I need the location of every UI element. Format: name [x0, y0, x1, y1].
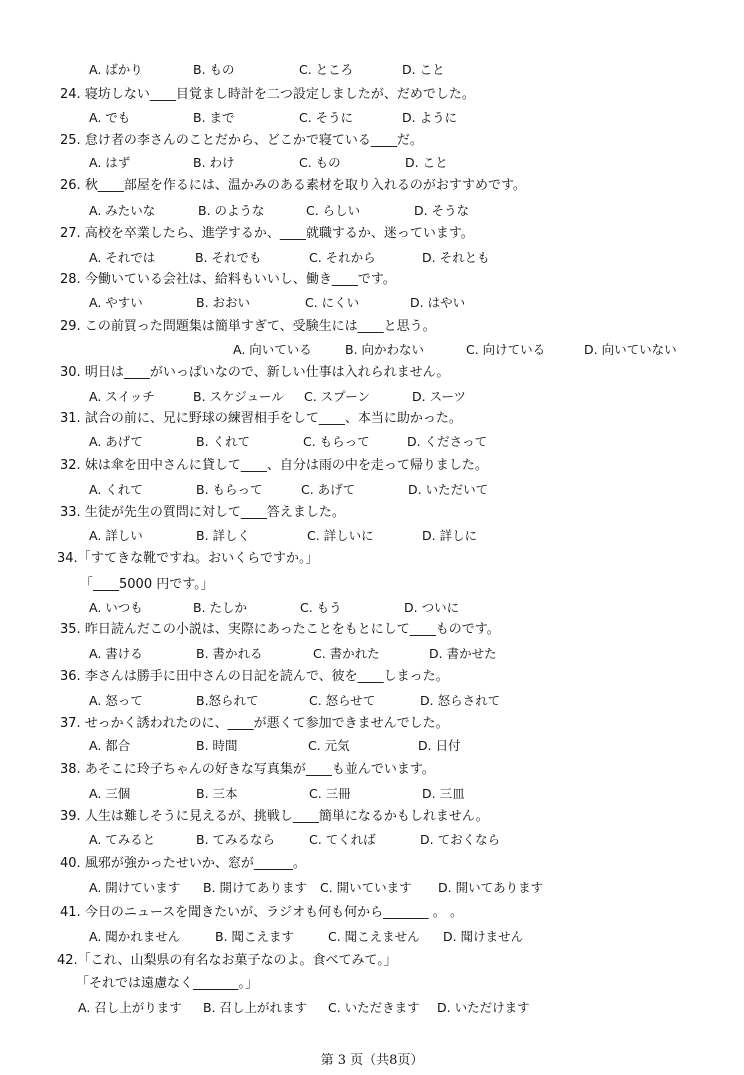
question-35: 35. 昨日読んだこの小説は、実際にあったことをもとにして____ものです。	[60, 622, 500, 637]
q40-option-a: A. 開けています	[89, 880, 181, 895]
q25-option-d: D. こと	[405, 155, 448, 170]
q39-option-b: B. てみるなら	[196, 832, 276, 847]
q24-option-b: B. まで	[193, 110, 235, 125]
q41-option-c: C. 聞こえません	[328, 929, 420, 944]
q39-option-d: D. ておくなら	[420, 832, 501, 847]
question-34: 34.「すてきな靴ですね。おいくらですか。」	[57, 551, 319, 566]
q34-option-b: B. たしか	[193, 600, 248, 615]
question-38: 38. あそこに玲子ちゃんの好きな写真集が____も並んでいます。	[60, 762, 435, 777]
q39-option-c: C. てくれば	[309, 832, 376, 847]
question-32: 32. 妹は傘を田中さんに貸して____、自分は雨の中を走って帰りました。	[60, 458, 488, 473]
q32-option-d: D. いただいて	[408, 482, 489, 497]
q30-option-c: C. スプーン	[304, 389, 371, 404]
q37-option-c: C. 元気	[308, 738, 350, 753]
q27-option-b: B. それでも	[195, 250, 262, 265]
q36-option-c: C. 怒らせて	[309, 693, 376, 708]
question-26: 26. 秋____部屋を作るには、温かみのある素材を取り入れるのがおすすめです。	[60, 178, 526, 193]
q38-option-a: A. 三個	[89, 786, 131, 801]
question-27: 27. 高校を卒業したら、進学するか、____就職するか、迷っています。	[60, 226, 474, 241]
q33-option-c: C. 詳しいに	[307, 528, 374, 543]
q42-option-b: B. 召し上がれます	[203, 1000, 308, 1015]
page-footer: 第 3 页（共8页）	[320, 1053, 424, 1068]
q40-option-b: B. 開けてあります	[203, 880, 308, 895]
question-30: 30. 明日は____がいっぱいなので、新しい仕事は入れられません。	[60, 365, 450, 380]
question-40: 40. 風邪が強かったせいか、窓が______。	[60, 856, 306, 871]
q23-option-d: D. こと	[402, 62, 445, 77]
q35-option-d: D. 書かせた	[429, 646, 497, 661]
q41-option-a: A. 聞かれません	[89, 929, 181, 944]
q42-response: 「それでは遠慮なく_______。」	[76, 976, 259, 991]
q29-option-c: C. 向けている	[466, 342, 546, 357]
q32-option-c: C. あげて	[301, 482, 356, 497]
q37-option-a: A. 都合	[89, 738, 131, 753]
q31-option-c: C. もらって	[303, 434, 370, 449]
q26-option-a: A. みたいな	[89, 203, 156, 218]
q39-option-a: A. てみると	[89, 832, 156, 847]
q40-option-d: D. 開いてあります	[438, 880, 544, 895]
q36-option-a: A. 怒って	[89, 693, 143, 708]
q29-option-a: A. 向いている	[233, 342, 312, 357]
q32-option-a: A. くれて	[89, 482, 143, 497]
question-36: 36. 李さんは勝手に田中さんの日記を読んで、彼を____しまった。	[60, 669, 449, 684]
q31-option-a: A. あげて	[89, 434, 143, 449]
q24-option-c: C. そうに	[299, 110, 354, 125]
question-41: 41. 今日のニュースを聞きたいが、ラジオも何も何から_______ 。 。	[60, 905, 463, 920]
q25-option-c: C. もの	[299, 155, 341, 170]
q34-option-a: A. いつも	[89, 600, 143, 615]
q27-option-d: D. それとも	[422, 250, 490, 265]
q42-option-a: A. 召し上がります	[78, 1000, 182, 1015]
q30-option-a: A. スイッチ	[89, 389, 155, 404]
question-39: 39. 人生は難しそうに見えるが、挑戦し____簡単になるかもしれません。	[60, 809, 489, 824]
q37-option-d: D. 日付	[418, 738, 461, 753]
q26-option-b: B. のような	[198, 203, 265, 218]
q29-option-b: B. 向かわない	[345, 342, 425, 357]
q33-option-a: A. 詳しい	[89, 528, 143, 543]
q23-option-a: A. ばかり	[89, 62, 143, 77]
q28-option-a: A. やすい	[89, 295, 143, 310]
q38-option-d: D. 三皿	[422, 786, 465, 801]
q26-option-d: D. そうな	[414, 203, 470, 218]
q27-option-a: A. それでは	[89, 250, 156, 265]
q37-option-b: B. 時間	[196, 738, 238, 753]
q33-option-b: B. 詳しく	[196, 528, 251, 543]
q42-option-d: D. いただけます	[437, 1000, 530, 1015]
q34-option-d: D. ついに	[404, 600, 460, 615]
q32-option-b: B. もらって	[196, 482, 263, 497]
question-24: 24. 寝坊しない____目覚まし時計を二つ設定しましたが、だめでした。	[60, 87, 475, 102]
q24-option-d: D. ように	[402, 110, 458, 125]
q41-option-d: D. 聞けません	[443, 929, 524, 944]
q40-option-c: C. 開いています	[320, 880, 412, 895]
q28-option-d: D. はやい	[410, 295, 466, 310]
q27-option-c: C. それから	[309, 250, 376, 265]
q24-option-a: A. でも	[89, 110, 131, 125]
question-31: 31. 試合の前に、兄に野球の練習相手をして____、本当に助かった。	[60, 411, 462, 426]
q35-option-a: A. 書ける	[89, 646, 143, 661]
q38-option-c: C. 三冊	[309, 786, 351, 801]
q26-option-c: C. らしい	[306, 203, 361, 218]
q31-option-d: D. くださって	[407, 434, 488, 449]
q23-option-b: B. もの	[193, 62, 235, 77]
q36-option-b: B.怒られて	[196, 693, 259, 708]
q30-option-d: D. スーツ	[412, 389, 466, 404]
question-33: 33. 生徒が先生の質問に対して____答えました。	[60, 505, 345, 520]
q34-option-c: C. もう	[300, 600, 342, 615]
question-37: 37. せっかく誘われたのに、____が悪くて参加できませんでした。	[60, 716, 449, 731]
q31-option-b: B. くれて	[196, 434, 251, 449]
q25-option-a: A. はず	[89, 155, 131, 170]
question-42: 42.「これ、山梨県の有名なお菓子なのよ。食べてみて。」	[57, 953, 397, 968]
q25-option-b: B. わけ	[193, 155, 235, 170]
q36-option-d: D. 怒らされて	[420, 693, 501, 708]
q38-option-b: B. 三本	[196, 786, 238, 801]
question-29: 29. この前買った問題集は簡単すぎて、受験生には____と思う。	[60, 319, 436, 334]
q28-option-b: B. おおい	[196, 295, 251, 310]
q29-option-d: D. 向いていない	[584, 342, 677, 357]
q35-option-b: B. 書かれる	[196, 646, 263, 661]
q30-option-b: B. スケジュール	[193, 389, 284, 404]
q34-response: 「____5000 円です。」	[80, 577, 214, 592]
q41-option-b: B. 聞こえます	[215, 929, 295, 944]
q42-option-c: C. いただきます	[328, 1000, 420, 1015]
q23-option-c: C. ところ	[299, 62, 354, 77]
question-28: 28. 今働いている会社は、給料もいいし、働き____です。	[60, 272, 396, 287]
q28-option-c: C. にくい	[305, 295, 360, 310]
question-25: 25. 怠け者の李さんのことだから、どこかで寝ている____だ。	[60, 133, 423, 148]
q35-option-c: C. 書かれた	[313, 646, 380, 661]
q33-option-d: D. 詳しに	[422, 528, 478, 543]
